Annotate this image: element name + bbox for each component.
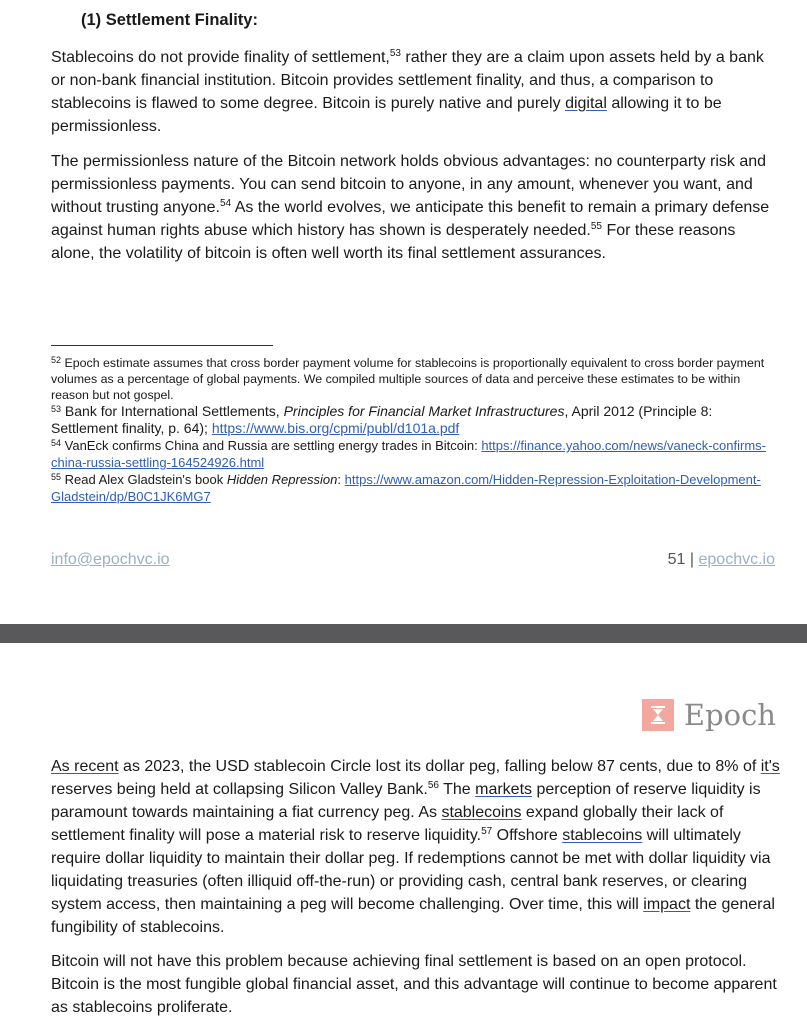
page-number: 51: [667, 551, 686, 568]
spellcheck-as-recent: As recent: [51, 758, 119, 775]
footer-page-info: 51 | epochvc.io: [667, 551, 775, 568]
spellcheck-word-digital: digital: [565, 95, 607, 112]
spellcheck-stablecoins-1: stablecoins: [441, 804, 522, 821]
footnote-separator: [51, 345, 273, 346]
footnote-53: $^{53}$ Bank for International Settlements, Principles for Financial Market Infrastructures, April 2012 (Principle 8: Settlement finality, p. 64); https://www.bis.org/cpmi/publ/d101a.pdf: [51, 403, 713, 436]
footnote-ref-54[interactable]: 54: [220, 198, 232, 209]
footer-email-link[interactable]: info@epochvc.io: [51, 551, 170, 568]
paragraph-permissionless: The permissionless nature of the Bitcoin network holds obvious advantages: no counterparty risk and permissionless payments. You can send bitcoin to anyone, in any amount, whenever you want, and without trusting anyone.$^{54}$ As the world evolves, we anticipate this benefit to remain a primary defense against human rights abuse which history has shown is desperately needed.$^{55}$ For these reasons alone, the volatility of bitcoin is often well worth its final settlement assurances.: [51, 153, 770, 262]
link-bis-report[interactable]: https://www.bis.org/cpmi/publ/d101a.pdf: [211, 420, 460, 436]
link-vaneck-article[interactable]: https://finance.yahoo.com/news/vaneck-confirms-china-russia-settling-164524926.html: [51, 438, 767, 470]
footnote-52: $^{52}$ Epoch estimate assumes that cross border payment volume for stablecoins is proportionally equivalent to cross border payment volumes as a percentage of global payments. We compiled multiple sources of data and perceive these estimates to be within reason but not gospel.: [51, 355, 765, 402]
spellcheck-markets: markets: [475, 781, 533, 798]
epoch-logo: [642, 698, 776, 732]
logo-text: Epoch: [683, 698, 776, 732]
footnote-ref-53[interactable]: 53: [389, 48, 401, 59]
footnote-ref-55[interactable]: 55: [590, 221, 602, 232]
paragraph-settlement-finality: Stablecoins do not provide finality of settlement,$^{53}$ rather they are a claim upon assets held by a bank or non-bank financial institution. Bitcoin provides settlement finality, and thus, a comparison to stablecoins is flawed to some degree. Bitcoin is purely native and purely digital allowing it to be permissionless.: [51, 48, 764, 135]
footnotes: [51, 355, 781, 505]
spellcheck-its: it's: [760, 758, 780, 775]
footnote-55: $^{55}$ Read Alex Gladstein's book Hidden Repression: https://www.amazon.com/Hidden-Repression-Exploitation-Development-Gladstein/dp/B0C1JK6MG7: [51, 472, 761, 504]
paragraph-circle-depeg: As recent as 2023, the USD stablecoin Circle lost its dollar peg, falling below 87 cents, due to 8% of it's reserves being held at collapsing Silicon Valley Bank.$^{56}$ The markets perception of reserve liquidity is paramount towards maintaining a fiat currency peg. As stablecoins expand globally their lack of settlement finality will pose a material risk to reserve liquidity.$^{57}$ Offshore stablecoins will ultimately require dollar liquidity to maintain their dollar peg. If redemptions cannot be met with dollar liquidity via liquidating treasuries (often illiquid off-the-run) or providing cash, central bank reserves, or clearing system access, then maintaining a peg will become challenging. Over time, this will impact the general fungibility of stablecoins.: [51, 758, 780, 936]
page-52: [0, 643, 807, 1024]
section-heading: (1) Settlement Finality:: [81, 11, 258, 29]
footer-site-link[interactable]: epochvc.io: [698, 551, 775, 568]
paragraph-bitcoin-fungible: Bitcoin will not have this problem because achieving final settlement is based on an open protocol. Bitcoin is the most fungible global financial asset, and this advantage will continue to become apparent as stablecoins proliferate.: [51, 953, 777, 1016]
spellcheck-stablecoins-2: stablecoins: [562, 827, 643, 844]
footnote-ref-57[interactable]: 57: [481, 826, 493, 837]
spellcheck-impact: impact: [643, 896, 691, 913]
page-break-divider: [0, 624, 807, 643]
epoch-hourglass-icon: [642, 699, 674, 731]
footnote-54: $^{54}$ VanEck confirms China and Russia are settling energy trades in Bitcoin: https://finance.yahoo.com/news/vaneck-confirms-china-russia-settling-164524926.html: [51, 438, 767, 470]
link-hidden-repression-book[interactable]: https://www.amazon.com/Hidden-Repression-Exploitation-Development-Gladstein/dp/B0C1JK6MG7: [51, 472, 761, 504]
footnote-ref-56[interactable]: 56: [427, 780, 439, 791]
